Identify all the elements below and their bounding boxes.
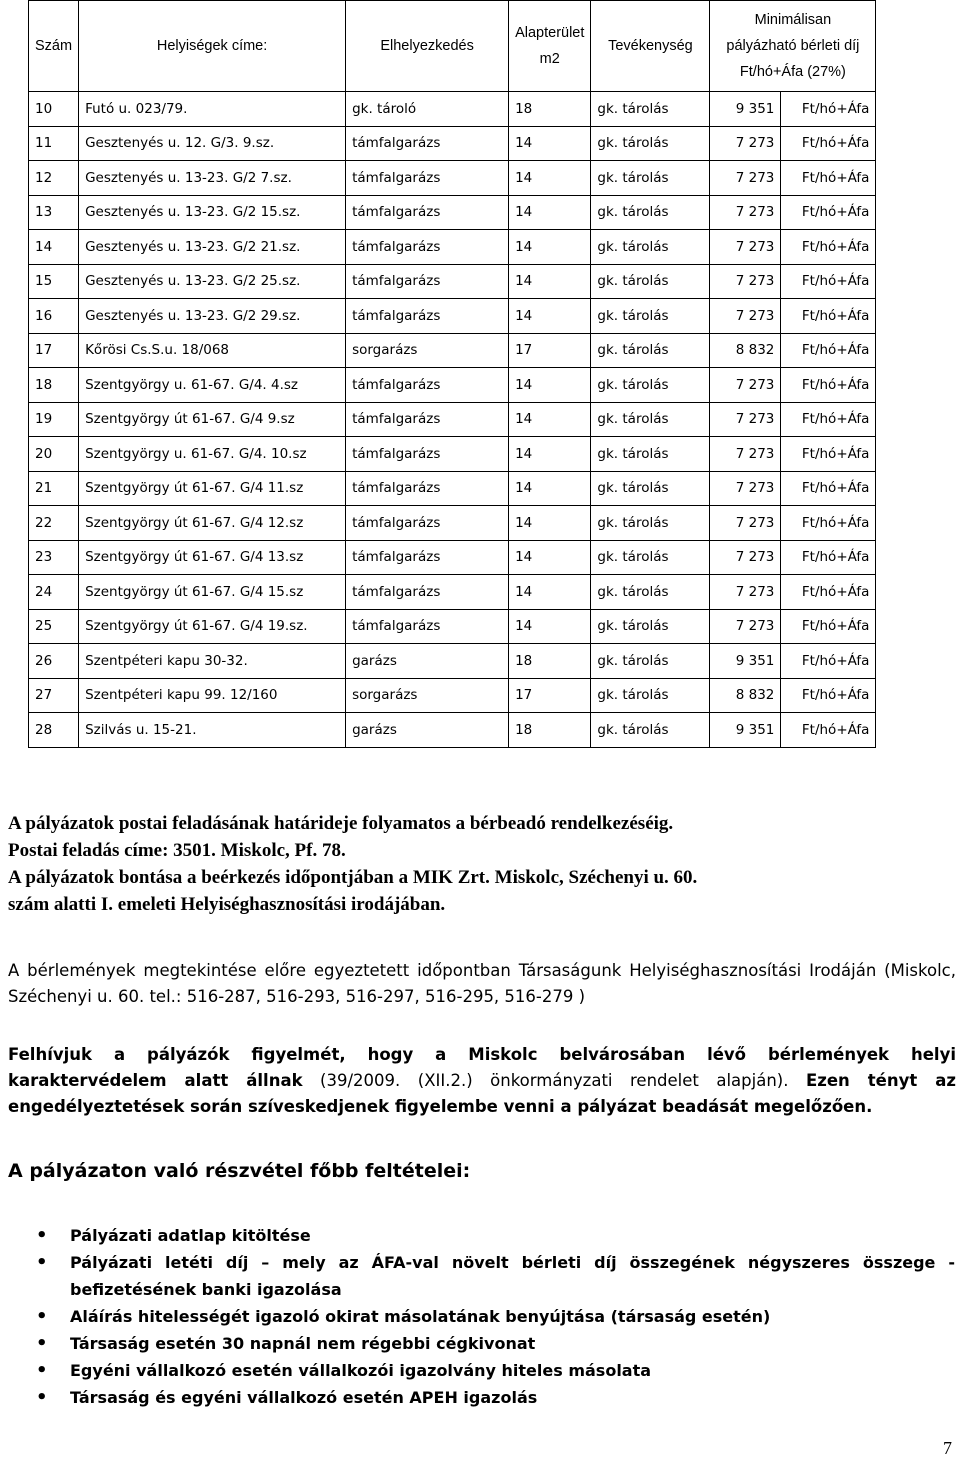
cell-unit: Ft/hó+Áfa (781, 713, 876, 748)
cell-area: 14 (509, 471, 591, 506)
table-body (29, 92, 876, 748)
cell-location: garázs (346, 713, 509, 748)
header-num: Szám (29, 1, 79, 92)
header-address: Helyiségek címe: (79, 1, 346, 92)
cell-address: Gesztenyés u. 12. G/3. 9.sz. (79, 126, 346, 161)
cell-area: 18 (509, 92, 591, 127)
condition-text: Aláírás hitelességét igazoló okirat másolatának benyújtása (társaság esetén) (70, 1307, 771, 1326)
cell-location: gk. tároló (346, 92, 509, 127)
cell-address: Szentgyörgy út 61-67. G/4 13.sz (79, 540, 346, 575)
condition-text: Pályázati letéti díj – mely az ÁFA-val növelt bérleti díj összegének négyszeres összege - befizetésének banki igazolása (70, 1253, 955, 1299)
submission-notice (8, 810, 953, 918)
cell-area: 14 (509, 575, 591, 610)
cell-area: 17 (509, 333, 591, 368)
table-row (29, 713, 876, 748)
cell-activity: gk. tárolás (591, 575, 710, 610)
header-price (710, 1, 876, 92)
cell-price: 8 832 (710, 678, 781, 713)
bullet-icon: • (36, 1252, 48, 1273)
table-row (29, 299, 876, 334)
cell-location: támfalgarázs (346, 471, 509, 506)
cell-activity: gk. tárolás (591, 333, 710, 368)
cell-activity: gk. tárolás (591, 161, 710, 196)
cell-address: Szentgyörgy út 61-67. G/4 9.sz (79, 402, 346, 437)
cell-area: 14 (509, 126, 591, 161)
cell-address: Szentgyörgy u. 61-67. G/4. 10.sz (79, 437, 346, 472)
cell-price: 7 273 (710, 471, 781, 506)
cell-activity: gk. tárolás (591, 402, 710, 437)
table-row (29, 506, 876, 541)
cell-area: 14 (509, 368, 591, 403)
cell-area: 14 (509, 402, 591, 437)
cell-unit: Ft/hó+Áfa (781, 644, 876, 679)
condition-text: Társaság és egyéni vállalkozó esetén APEH igazolás (70, 1388, 538, 1407)
notice-line-2: Postai feladás címe: 3501. Miskolc, Pf. 78. (8, 840, 346, 861)
table-row (29, 471, 876, 506)
cell-num: 17 (29, 333, 79, 368)
cell-price: 7 273 (710, 402, 781, 437)
cell-num: 25 (29, 609, 79, 644)
page-number: 7 (943, 1438, 952, 1458)
bullet-icon: • (36, 1225, 48, 1246)
cell-location: garázs (346, 644, 509, 679)
cell-num: 10 (29, 92, 79, 127)
cell-area: 14 (509, 195, 591, 230)
cell-location: támfalgarázs (346, 230, 509, 265)
cell-activity: gk. tárolás (591, 299, 710, 334)
cell-price: 7 273 (710, 264, 781, 299)
cell-activity: gk. tárolás (591, 644, 710, 679)
cell-unit: Ft/hó+Áfa (781, 437, 876, 472)
conditions-title: A pályázaton való részvétel főbb feltételei: (8, 1160, 471, 1182)
viewing-paragraph: A bérlemények megtekintése előre egyeztetett időpontban Társaságunk Helyiséghasznosítási Irodáján (Miskolc, Széchenyi u. 60. tel.: 516-287, 516-293, 516-297, 516-295, 516-279 ) (8, 961, 956, 1006)
header-activity: Tevékenység (591, 1, 710, 92)
cell-price: 9 351 (710, 644, 781, 679)
cell-activity: gk. tárolás (591, 368, 710, 403)
cell-location: sorgarázs (346, 333, 509, 368)
table-row (29, 368, 876, 403)
cell-address: Szentpéteri kapu 99. 12/160 (79, 678, 346, 713)
cell-num: 15 (29, 264, 79, 299)
cell-unit: Ft/hó+Áfa (781, 299, 876, 334)
cell-price: 8 832 (710, 333, 781, 368)
notice-line-4: szám alatti I. emeleti Helyiséghasznosítási irodájában. (8, 894, 446, 915)
cell-unit: Ft/hó+Áfa (781, 92, 876, 127)
cell-price: 7 273 (710, 230, 781, 265)
cell-price: 7 273 (710, 161, 781, 196)
cell-location: sorgarázs (346, 678, 509, 713)
cell-activity: gk. tárolás (591, 92, 710, 127)
table-row (29, 333, 876, 368)
cell-area: 14 (509, 540, 591, 575)
cell-num: 20 (29, 437, 79, 472)
table-header-row (29, 1, 876, 92)
cell-num: 11 (29, 126, 79, 161)
cell-unit: Ft/hó+Áfa (781, 264, 876, 299)
condition-item (0, 1222, 955, 1249)
cell-unit: Ft/hó+Áfa (781, 471, 876, 506)
condition-text: Egyéni vállalkozó esetén vállalkozói igazolvány hiteles másolata (70, 1361, 652, 1380)
cell-address: Szentgyörgy út 61-67. G/4 12.sz (79, 506, 346, 541)
cell-area: 14 (509, 609, 591, 644)
protection-text-1: Felhívjuk a pályázók figyelmét, hogy a Miskolc belvárosában lévő bérlemények helyi karaktervédelem alatt állnak (8, 1045, 956, 1090)
cell-area: 18 (509, 644, 591, 679)
cell-price: 9 351 (710, 92, 781, 127)
conditions-list (0, 1222, 955, 1411)
notice-line-1: A pályázatok postai feladásának határideje folyamatos a bérbeadó rendelkezéséig. (8, 813, 674, 834)
cell-activity: gk. tárolás (591, 540, 710, 575)
cell-address: Szentgyörgy út 61-67. G/4 11.sz (79, 471, 346, 506)
cell-location: támfalgarázs (346, 540, 509, 575)
cell-price: 7 273 (710, 368, 781, 403)
cell-area: 17 (509, 678, 591, 713)
header-price-line1: Minimálisan (754, 12, 832, 28)
cell-price: 7 273 (710, 126, 781, 161)
condition-item (0, 1384, 955, 1411)
table-row (29, 609, 876, 644)
cell-location: támfalgarázs (346, 506, 509, 541)
condition-item (0, 1330, 955, 1357)
cell-activity: gk. tárolás (591, 126, 710, 161)
cell-price: 7 273 (710, 195, 781, 230)
notice-line-3: A pályázatok bontása a beérkezés időpontjában a MIK Zrt. Miskolc, Széchenyi u. 60. (8, 867, 698, 888)
cell-location: támfalgarázs (346, 437, 509, 472)
condition-text: Pályázati adatlap kitöltése (70, 1226, 311, 1245)
cell-location: támfalgarázs (346, 402, 509, 437)
cell-activity: gk. tárolás (591, 230, 710, 265)
cell-unit: Ft/hó+Áfa (781, 368, 876, 403)
cell-address: Szentgyörgy u. 61-67. G/4. 4.sz (79, 368, 346, 403)
bullet-icon: • (36, 1360, 48, 1381)
rental-table (28, 0, 876, 748)
cell-activity: gk. tárolás (591, 713, 710, 748)
cell-num: 27 (29, 678, 79, 713)
cell-area: 14 (509, 264, 591, 299)
table-row (29, 678, 876, 713)
cell-activity: gk. tárolás (591, 506, 710, 541)
cell-area: 14 (509, 506, 591, 541)
header-area (509, 1, 591, 92)
cell-location: támfalgarázs (346, 299, 509, 334)
table-row (29, 402, 876, 437)
cell-activity: gk. tárolás (591, 264, 710, 299)
cell-num: 12 (29, 161, 79, 196)
cell-location: támfalgarázs (346, 609, 509, 644)
table-row (29, 575, 876, 610)
cell-address: Futó u. 023/79. (79, 92, 346, 127)
cell-unit: Ft/hó+Áfa (781, 540, 876, 575)
cell-num: 13 (29, 195, 79, 230)
cell-num: 19 (29, 402, 79, 437)
cell-num: 14 (29, 230, 79, 265)
cell-address: Gesztenyés u. 13-23. G/2 25.sz. (79, 264, 346, 299)
condition-item (0, 1303, 955, 1330)
cell-address: Kőrösi Cs.S.u. 18/068 (79, 333, 346, 368)
cell-unit: Ft/hó+Áfa (781, 575, 876, 610)
table-row (29, 230, 876, 265)
header-price-line2: pályázható bérleti díj (726, 38, 860, 54)
cell-location: támfalgarázs (346, 126, 509, 161)
cell-unit: Ft/hó+Áfa (781, 126, 876, 161)
header-price-line3: Ft/hó+Áfa (27%) (739, 64, 846, 80)
cell-area: 14 (509, 230, 591, 265)
cell-unit: Ft/hó+Áfa (781, 161, 876, 196)
cell-num: 16 (29, 299, 79, 334)
cell-activity: gk. tárolás (591, 195, 710, 230)
cell-unit: Ft/hó+Áfa (781, 195, 876, 230)
cell-price: 7 273 (710, 575, 781, 610)
protection-paragraph (8, 1042, 956, 1120)
cell-price: 7 273 (710, 299, 781, 334)
cell-address: Gesztenyés u. 13-23. G/2 7.sz. (79, 161, 346, 196)
table-row (29, 264, 876, 299)
table-row (29, 540, 876, 575)
cell-price: 7 273 (710, 437, 781, 472)
cell-location: támfalgarázs (346, 575, 509, 610)
cell-area: 14 (509, 161, 591, 196)
cell-area: 14 (509, 299, 591, 334)
cell-address: Szilvás u. 15-21. (79, 713, 346, 748)
protection-text-2: (39/2009. (XII.2.) önkormányzati rendelet alapján). (302, 1071, 806, 1090)
cell-location: támfalgarázs (346, 161, 509, 196)
cell-unit: Ft/hó+Áfa (781, 506, 876, 541)
cell-num: 28 (29, 713, 79, 748)
bullet-icon: • (36, 1333, 48, 1354)
cell-num: 26 (29, 644, 79, 679)
header-location: Elhelyezkedés (346, 1, 509, 92)
cell-price: 9 351 (710, 713, 781, 748)
bullet-icon: • (36, 1306, 48, 1327)
cell-address: Szentgyörgy út 61-67. G/4 15.sz (79, 575, 346, 610)
cell-location: támfalgarázs (346, 195, 509, 230)
table-row (29, 437, 876, 472)
cell-activity: gk. tárolás (591, 609, 710, 644)
cell-unit: Ft/hó+Áfa (781, 333, 876, 368)
cell-area: 14 (509, 437, 591, 472)
cell-unit: Ft/hó+Áfa (781, 402, 876, 437)
table-row (29, 92, 876, 127)
header-area-line1: Alapterület (515, 25, 585, 41)
cell-num: 21 (29, 471, 79, 506)
table-row (29, 644, 876, 679)
table-row (29, 195, 876, 230)
cell-num: 24 (29, 575, 79, 610)
cell-price: 7 273 (710, 540, 781, 575)
condition-item (0, 1357, 955, 1384)
cell-num: 18 (29, 368, 79, 403)
cell-area: 18 (509, 713, 591, 748)
cell-location: támfalgarázs (346, 264, 509, 299)
cell-num: 22 (29, 506, 79, 541)
table-row (29, 161, 876, 196)
protection-text-3: Ezen tényt az engedélyeztetések során szíveskedjenek figyelembe venni a pályázat beadását megelőzően. (8, 1071, 956, 1116)
bullet-icon: • (36, 1387, 48, 1408)
cell-price: 7 273 (710, 506, 781, 541)
cell-address: Szentgyörgy út 61-67. G/4 19.sz. (79, 609, 346, 644)
cell-activity: gk. tárolás (591, 471, 710, 506)
cell-activity: gk. tárolás (591, 437, 710, 472)
cell-address: Gesztenyés u. 13-23. G/2 21.sz. (79, 230, 346, 265)
cell-price: 7 273 (710, 609, 781, 644)
condition-text: Társaság esetén 30 napnál nem régebbi cégkivonat (70, 1334, 536, 1353)
cell-unit: Ft/hó+Áfa (781, 678, 876, 713)
cell-address: Gesztenyés u. 13-23. G/2 15.sz. (79, 195, 346, 230)
cell-unit: Ft/hó+Áfa (781, 609, 876, 644)
header-area-line2: m2 (539, 51, 560, 67)
cell-unit: Ft/hó+Áfa (781, 230, 876, 265)
cell-address: Szentpéteri kapu 30-32. (79, 644, 346, 679)
cell-address: Gesztenyés u. 13-23. G/2 29.sz. (79, 299, 346, 334)
table-row (29, 126, 876, 161)
cell-location: támfalgarázs (346, 368, 509, 403)
cell-num: 23 (29, 540, 79, 575)
cell-activity: gk. tárolás (591, 678, 710, 713)
condition-item (0, 1249, 955, 1303)
